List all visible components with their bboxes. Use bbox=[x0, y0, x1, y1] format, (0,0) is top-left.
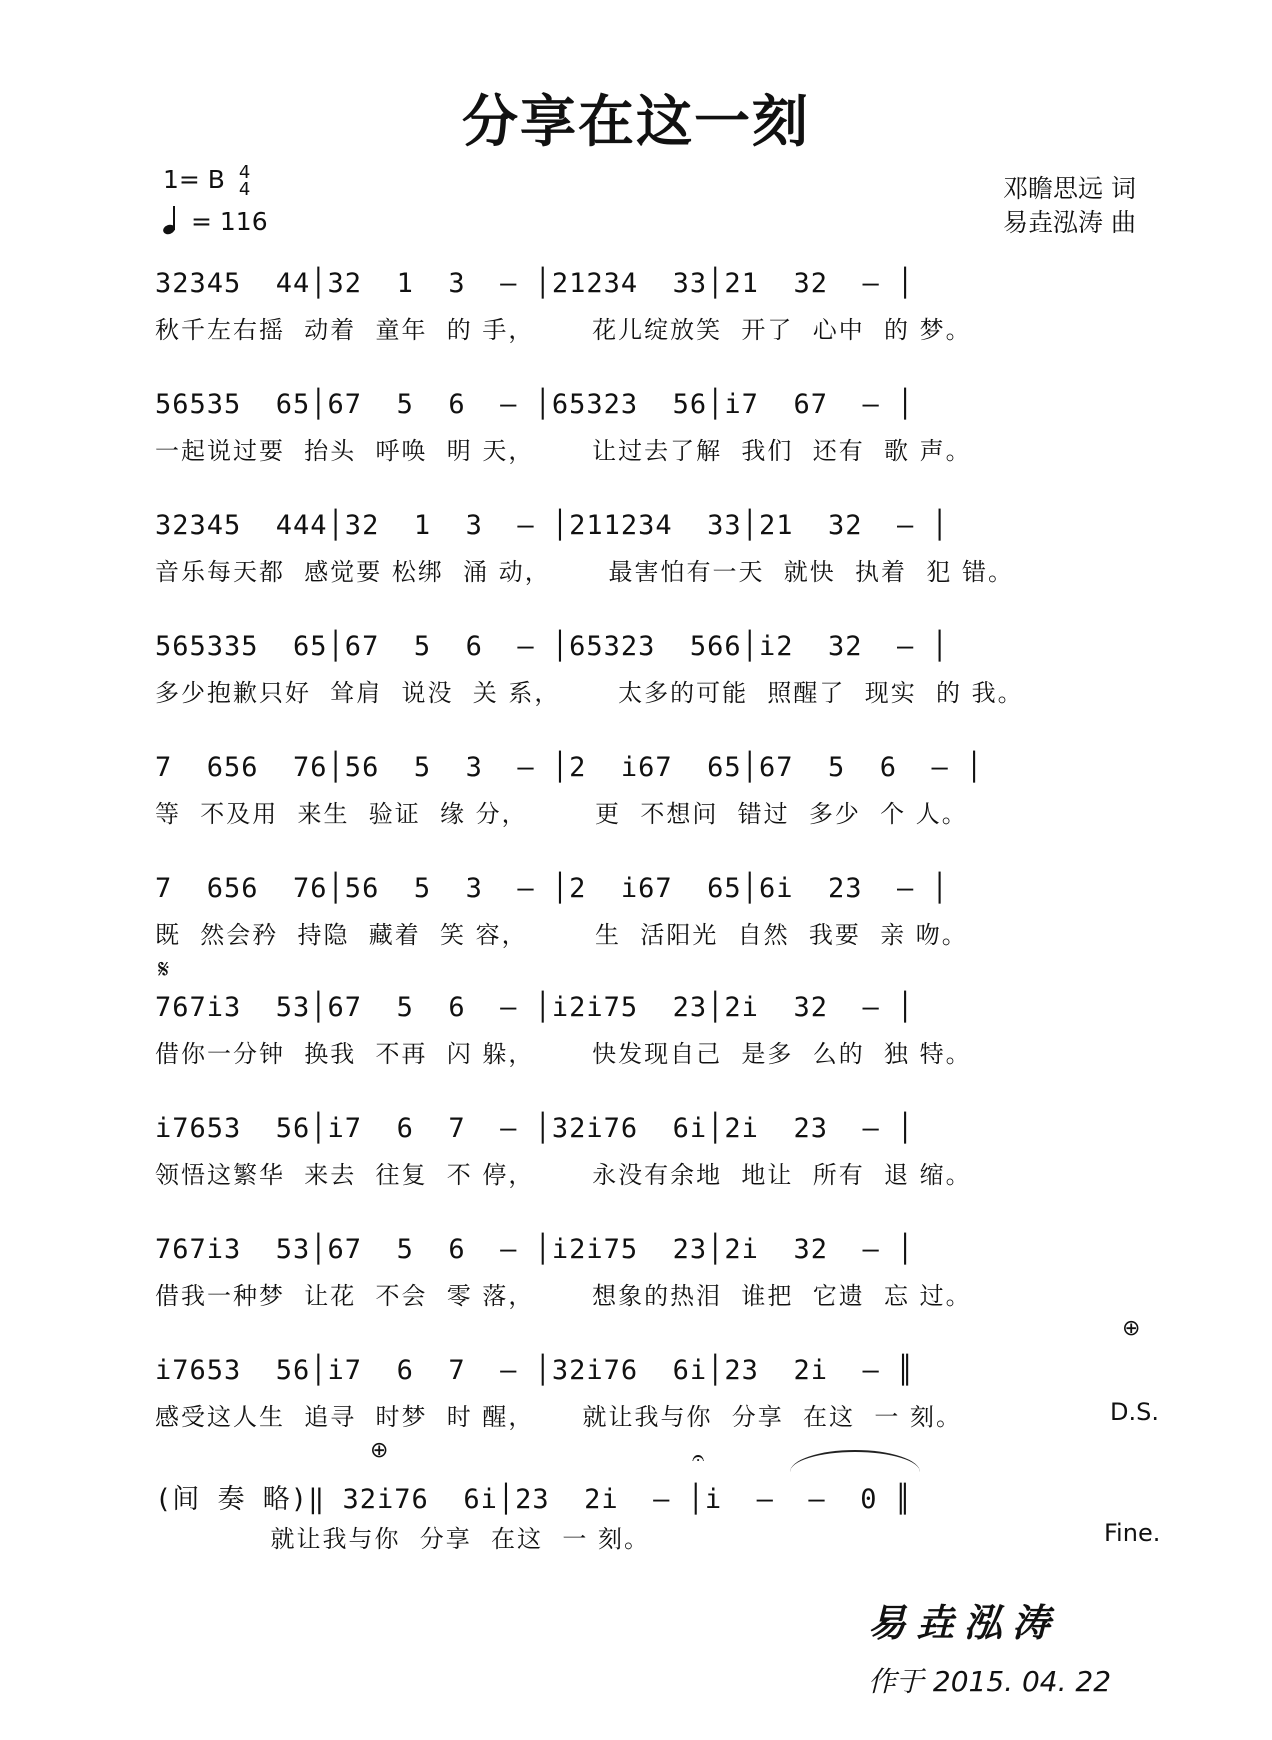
score-title: 分享在这一刻 bbox=[462, 90, 810, 155]
fermata-icon: 𝄐 bbox=[692, 1446, 705, 1471]
lyric-line: 多少抱歉只好 耸肩 说没 关 系， 太多的可能 照醒了 现实 的 我。 bbox=[155, 679, 1024, 707]
notation: 32345 44│32 1 3 – │21234 33│21 32 – │ bbox=[155, 268, 915, 299]
key-signature bbox=[163, 164, 250, 198]
lyric-line: 一起说过要 抬头 呼唤 明 天， 让过去了解 我们 还有 歌 声。 bbox=[155, 437, 972, 465]
notation: i7653 56│i7 6 7 – │32i76 6i│23 2i – ║ bbox=[155, 1355, 915, 1386]
notation: 7 656 76│56 5 3 – │2 i67 65│67 5 6 – │ bbox=[155, 752, 984, 783]
notation: 56535 65│67 5 6 – │65323 56│i7 67 – │ bbox=[155, 389, 915, 420]
quarter-note-icon bbox=[163, 208, 177, 234]
lyric-line: 借我一种梦 让花 不会 零 落， 想象的热泪 谁把 它遗 忘 过。 bbox=[155, 1282, 972, 1310]
time-signature bbox=[239, 164, 250, 198]
notation: i7653 56│i7 6 7 – │32i76 6i│2i 23 – │ bbox=[155, 1113, 915, 1144]
notation: 767i3 53│67 5 6 – │i2i75 23│2i 32 – │ bbox=[155, 992, 915, 1023]
composition-date: 作于 2015. 04. 22 bbox=[868, 1665, 1112, 1698]
segno-icon: 𝄋 bbox=[158, 955, 170, 985]
lyric-line: 既 然会矜 持隐 藏着 笑 容， 生 活阳光 自然 我要 亲 吻。 bbox=[155, 921, 968, 949]
notation: 767i3 53│67 5 6 – │i2i75 23│2i 32 – │ bbox=[155, 1234, 915, 1265]
key-label: 1= B bbox=[163, 165, 225, 194]
coda-icon: ⊕ bbox=[370, 1438, 389, 1463]
tempo-marking bbox=[163, 207, 268, 236]
composer-signature: 易垚泓涛 bbox=[868, 1600, 1061, 1645]
slur bbox=[790, 1450, 920, 1472]
lyric-line: 就让我与你 分享 在这 一 刻。 bbox=[155, 1525, 650, 1553]
lyric-line: 领悟这繁华 来去 往复 不 停， 永没有余地 地让 所有 退 缩。 bbox=[155, 1161, 972, 1189]
notation: 565335 65│67 5 6 – │65323 566│i2 32 – │ bbox=[155, 631, 949, 662]
fine-marking: Fine. bbox=[1104, 1519, 1161, 1547]
notation: (间 奏 略)‖ 32i76 6i│23 2i – │i – – 0 ║ bbox=[155, 1484, 912, 1515]
ds-marking: D.S. bbox=[1110, 1398, 1159, 1426]
lyric-line: 借你一分钟 换我 不再 闪 躲， 快发现自己 是多 么的 独 特。 bbox=[155, 1040, 972, 1068]
composer: 易垚泓涛 曲 bbox=[1003, 208, 1136, 237]
lyric-line: 音乐每天都 感觉要 松绑 涌 动， 最害怕有一天 就快 执着 犯 错。 bbox=[155, 558, 1014, 586]
lyric-line: 感受这人生 追寻 时梦 时 醒， 就让我与你 分享 在这 一 刻。 bbox=[155, 1403, 962, 1431]
lyric-line: 秋千左右摇 动着 童年 的 手， 花儿绽放笑 开了 心中 的 梦。 bbox=[155, 316, 972, 344]
meter-top: 4 bbox=[238, 162, 251, 183]
tempo-value: = 116 bbox=[191, 207, 268, 236]
coda-icon: ⊕ bbox=[1122, 1316, 1141, 1341]
lyric-line: 等 不及用 来生 验证 缘 分， 更 不想问 错过 多少 个 人。 bbox=[155, 800, 968, 828]
lyricist: 邓瞻思远 词 bbox=[1003, 174, 1136, 203]
notation: 7 656 76│56 5 3 – │2 i67 65│6i 23 – │ bbox=[155, 873, 949, 904]
credits bbox=[1003, 172, 1136, 240]
notation: 32345 444│32 1 3 – │211234 33│21 32 – │ bbox=[155, 510, 949, 541]
meter-bottom: 4 bbox=[238, 179, 251, 200]
